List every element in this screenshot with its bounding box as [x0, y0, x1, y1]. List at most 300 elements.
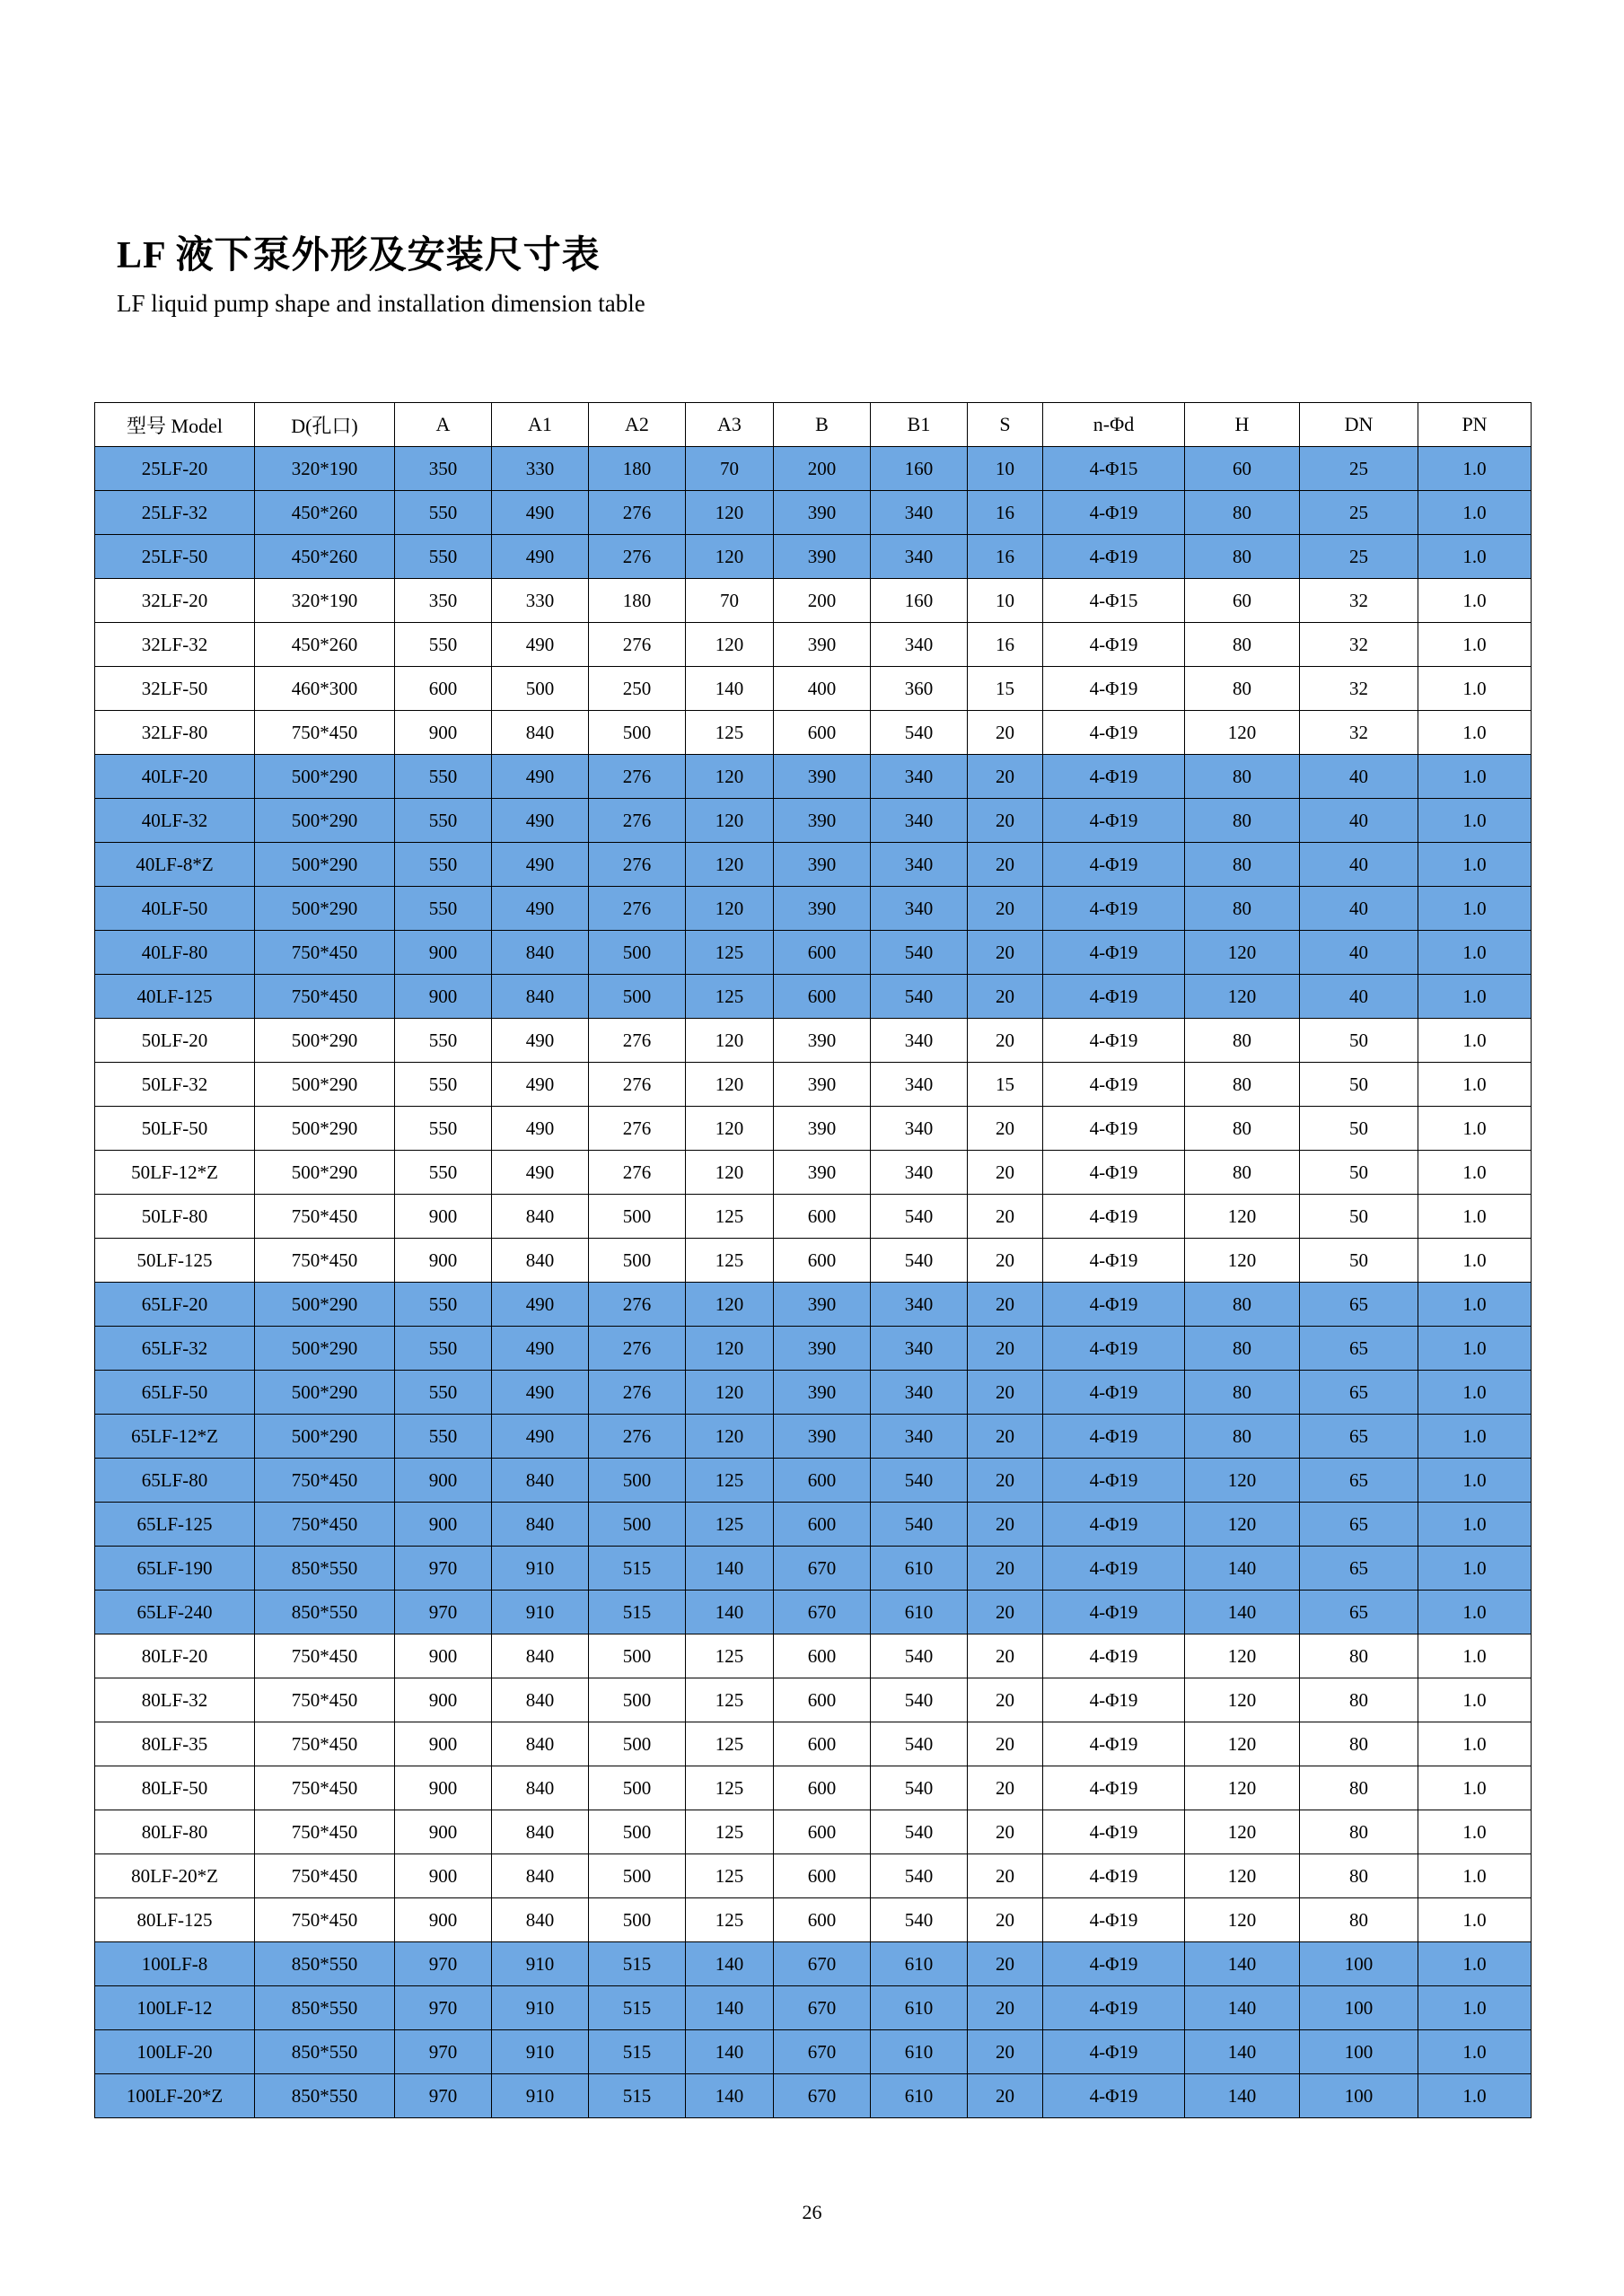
table-cell: 15 — [968, 1063, 1043, 1107]
table-cell: 276 — [589, 1151, 686, 1195]
table-cell: 80 — [1185, 1019, 1300, 1063]
table-cell: 490 — [492, 1415, 589, 1459]
table-cell: 25 — [1300, 447, 1418, 491]
table-cell: 80 — [1185, 1371, 1300, 1415]
table-cell: 100 — [1300, 2030, 1418, 2074]
table-cell: 600 — [774, 1239, 871, 1283]
table-cell: 840 — [492, 1634, 589, 1678]
table-cell: 540 — [871, 1678, 968, 1722]
table-row — [95, 1283, 1532, 1327]
table-cell: 490 — [492, 755, 589, 799]
table-row — [95, 975, 1532, 1019]
table-cell: 750*450 — [255, 1195, 395, 1239]
table-cell: 15 — [968, 667, 1043, 711]
column-header: PN — [1418, 403, 1532, 447]
table-cell: 490 — [492, 1151, 589, 1195]
table-cell: 500 — [589, 1634, 686, 1678]
table-cell: 276 — [589, 1019, 686, 1063]
table-cell: 400 — [774, 667, 871, 711]
table-cell: 840 — [492, 1503, 589, 1547]
table-cell: 1.0 — [1418, 579, 1532, 623]
table-cell: 490 — [492, 1107, 589, 1151]
table-cell: 550 — [395, 843, 492, 887]
table-cell: 120 — [686, 1063, 774, 1107]
dimension-table — [94, 402, 1532, 2118]
model-cell: 50LF-125 — [95, 1239, 255, 1283]
model-cell: 100LF-12 — [95, 1986, 255, 2030]
table-cell: 970 — [395, 1547, 492, 1591]
table-cell: 515 — [589, 2074, 686, 2118]
table-cell: 840 — [492, 1239, 589, 1283]
model-cell: 65LF-12*Z — [95, 1415, 255, 1459]
table-cell: 450*260 — [255, 491, 395, 535]
table-cell: 550 — [395, 1371, 492, 1415]
table-cell: 20 — [968, 2074, 1043, 2118]
table-row — [95, 535, 1532, 579]
table-cell: 540 — [871, 711, 968, 755]
table-cell: 20 — [968, 1854, 1043, 1898]
table-cell: 840 — [492, 1898, 589, 1942]
table-cell: 1.0 — [1418, 1063, 1532, 1107]
table-header-row — [95, 403, 1532, 447]
table-cell: 100 — [1300, 2074, 1418, 2118]
table-cell: 4-Φ19 — [1043, 1327, 1185, 1371]
table-row — [95, 1722, 1532, 1766]
table-cell: 120 — [1185, 1766, 1300, 1810]
table-cell: 910 — [492, 1591, 589, 1634]
table-cell: 4-Φ19 — [1043, 1898, 1185, 1942]
table-cell: 490 — [492, 1019, 589, 1063]
table-cell: 10 — [968, 447, 1043, 491]
table-cell: 4-Φ19 — [1043, 1459, 1185, 1503]
table-cell: 490 — [492, 799, 589, 843]
table-cell: 32 — [1300, 579, 1418, 623]
table-cell: 900 — [395, 1503, 492, 1547]
table-cell: 4-Φ19 — [1043, 887, 1185, 931]
table-cell: 80 — [1185, 843, 1300, 887]
table-cell: 10 — [968, 579, 1043, 623]
table-row — [95, 1942, 1532, 1986]
column-header: B — [774, 403, 871, 447]
table-cell: 4-Φ19 — [1043, 1019, 1185, 1063]
model-cell: 100LF-20 — [95, 2030, 255, 2074]
table-cell: 65 — [1300, 1503, 1418, 1547]
table-cell: 120 — [686, 491, 774, 535]
table-cell: 4-Φ19 — [1043, 931, 1185, 975]
table-cell: 840 — [492, 1195, 589, 1239]
table-cell: 140 — [686, 1986, 774, 2030]
table-cell: 500 — [589, 931, 686, 975]
table-cell: 900 — [395, 1898, 492, 1942]
column-header: S — [968, 403, 1043, 447]
table-cell: 540 — [871, 1239, 968, 1283]
table-cell: 500*290 — [255, 1327, 395, 1371]
table-cell: 500*290 — [255, 1151, 395, 1195]
table-cell: 125 — [686, 1678, 774, 1722]
table-cell: 276 — [589, 755, 686, 799]
table-cell: 20 — [968, 1415, 1043, 1459]
table-cell: 500 — [589, 1239, 686, 1283]
table-cell: 1.0 — [1418, 799, 1532, 843]
table-cell: 50 — [1300, 1019, 1418, 1063]
table-cell: 750*450 — [255, 1898, 395, 1942]
table-cell: 500*290 — [255, 1415, 395, 1459]
table-row — [95, 1678, 1532, 1722]
table-cell: 125 — [686, 1766, 774, 1810]
table-cell: 20 — [968, 755, 1043, 799]
table-row — [95, 887, 1532, 931]
table-cell: 670 — [774, 1986, 871, 2030]
table-cell: 600 — [774, 1634, 871, 1678]
table-cell: 750*450 — [255, 711, 395, 755]
table-cell: 20 — [968, 1371, 1043, 1415]
table-cell: 80 — [1185, 1327, 1300, 1371]
model-cell: 65LF-32 — [95, 1327, 255, 1371]
table-cell: 850*550 — [255, 1986, 395, 2030]
column-header: H — [1185, 403, 1300, 447]
table-cell: 4-Φ15 — [1043, 579, 1185, 623]
table-cell: 140 — [686, 1942, 774, 1986]
table-cell: 120 — [1185, 1898, 1300, 1942]
table-cell: 1.0 — [1418, 931, 1532, 975]
table-cell: 20 — [968, 887, 1043, 931]
table-cell: 1.0 — [1418, 1854, 1532, 1898]
table-cell: 840 — [492, 1722, 589, 1766]
table-cell: 750*450 — [255, 1634, 395, 1678]
table-cell: 50 — [1300, 1063, 1418, 1107]
table-cell: 120 — [686, 799, 774, 843]
table-cell: 16 — [968, 535, 1043, 579]
model-cell: 40LF-125 — [95, 975, 255, 1019]
column-header: A3 — [686, 403, 774, 447]
model-cell: 25LF-50 — [95, 535, 255, 579]
model-cell: 25LF-20 — [95, 447, 255, 491]
table-cell: 1.0 — [1418, 1678, 1532, 1722]
table-cell: 600 — [774, 975, 871, 1019]
table-cell: 910 — [492, 2074, 589, 2118]
table-row — [95, 1239, 1532, 1283]
table-cell: 500 — [589, 1503, 686, 1547]
table-cell: 50 — [1300, 1195, 1418, 1239]
model-cell: 50LF-32 — [95, 1063, 255, 1107]
model-cell: 80LF-50 — [95, 1766, 255, 1810]
table-cell: 20 — [968, 1722, 1043, 1766]
table-cell: 120 — [686, 1019, 774, 1063]
table-cell: 20 — [968, 1195, 1043, 1239]
table-cell: 80 — [1185, 799, 1300, 843]
table-cell: 750*450 — [255, 1722, 395, 1766]
table-cell: 500*290 — [255, 755, 395, 799]
table-row — [95, 1986, 1532, 2030]
table-cell: 20 — [968, 1151, 1043, 1195]
table-cell: 80 — [1300, 1766, 1418, 1810]
table-cell: 20 — [968, 1898, 1043, 1942]
table-cell: 340 — [871, 1063, 968, 1107]
table-row — [95, 755, 1532, 799]
model-cell: 32LF-50 — [95, 667, 255, 711]
table-cell: 1.0 — [1418, 623, 1532, 667]
table-row — [95, 1547, 1532, 1591]
table-cell: 20 — [968, 975, 1043, 1019]
table-cell: 65 — [1300, 1371, 1418, 1415]
table-cell: 125 — [686, 1898, 774, 1942]
table-cell: 20 — [968, 1986, 1043, 2030]
table-cell: 120 — [686, 1371, 774, 1415]
table-cell: 4-Φ19 — [1043, 1063, 1185, 1107]
table-cell: 125 — [686, 1503, 774, 1547]
column-header: DN — [1300, 403, 1418, 447]
table-row — [95, 447, 1532, 491]
table-cell: 60 — [1185, 447, 1300, 491]
table-cell: 4-Φ19 — [1043, 1239, 1185, 1283]
table-cell: 16 — [968, 491, 1043, 535]
table-cell: 120 — [686, 1151, 774, 1195]
table-cell: 850*550 — [255, 1547, 395, 1591]
table-cell: 350 — [395, 447, 492, 491]
table-cell: 340 — [871, 491, 968, 535]
table-cell: 390 — [774, 843, 871, 887]
table-cell: 140 — [1185, 1591, 1300, 1634]
model-cell: 65LF-20 — [95, 1283, 255, 1327]
table-cell: 120 — [1185, 1239, 1300, 1283]
table-cell: 390 — [774, 1019, 871, 1063]
table-cell: 1.0 — [1418, 1634, 1532, 1678]
page-number: 26 — [802, 2201, 822, 2223]
table-cell: 140 — [1185, 2074, 1300, 2118]
table-cell: 750*450 — [255, 931, 395, 975]
table-cell: 850*550 — [255, 1942, 395, 1986]
model-cell: 50LF-12*Z — [95, 1151, 255, 1195]
table-row — [95, 799, 1532, 843]
table-cell: 20 — [968, 711, 1043, 755]
table-cell: 840 — [492, 1459, 589, 1503]
table-cell: 540 — [871, 931, 968, 975]
table-cell: 550 — [395, 1019, 492, 1063]
table-cell: 20 — [968, 1107, 1043, 1151]
table-cell: 276 — [589, 799, 686, 843]
model-cell: 50LF-50 — [95, 1107, 255, 1151]
table-row — [95, 1371, 1532, 1415]
table-cell: 670 — [774, 1591, 871, 1634]
table-row — [95, 1634, 1532, 1678]
table-row — [95, 491, 1532, 535]
table-cell: 4-Φ19 — [1043, 1415, 1185, 1459]
table-cell: 500*290 — [255, 843, 395, 887]
table-cell: 840 — [492, 1810, 589, 1854]
table-cell: 550 — [395, 491, 492, 535]
table-cell: 20 — [968, 843, 1043, 887]
table-cell: 500 — [589, 1459, 686, 1503]
table-cell: 20 — [968, 1459, 1043, 1503]
table-cell: 550 — [395, 623, 492, 667]
table-cell: 40 — [1300, 931, 1418, 975]
table-cell: 390 — [774, 799, 871, 843]
model-cell: 80LF-35 — [95, 1722, 255, 1766]
table-cell: 1.0 — [1418, 1898, 1532, 1942]
table-cell: 1.0 — [1418, 667, 1532, 711]
table-row — [95, 843, 1532, 887]
table-cell: 340 — [871, 799, 968, 843]
table-cell: 125 — [686, 1634, 774, 1678]
table-cell: 4-Φ15 — [1043, 447, 1185, 491]
table-cell: 490 — [492, 1371, 589, 1415]
table-cell: 970 — [395, 2030, 492, 2074]
table-cell: 550 — [395, 1327, 492, 1371]
page-header — [117, 235, 1517, 319]
table-cell: 600 — [774, 1810, 871, 1854]
table-cell: 900 — [395, 1195, 492, 1239]
table-cell: 600 — [395, 667, 492, 711]
table-cell: 125 — [686, 1239, 774, 1283]
table-cell: 20 — [968, 1942, 1043, 1986]
model-cell: 25LF-32 — [95, 491, 255, 535]
table-cell: 80 — [1300, 1634, 1418, 1678]
table-cell: 1.0 — [1418, 1151, 1532, 1195]
table-cell: 610 — [871, 1591, 968, 1634]
table-cell: 40 — [1300, 887, 1418, 931]
table-cell: 1.0 — [1418, 1810, 1532, 1854]
table-cell: 340 — [871, 887, 968, 931]
table-cell: 276 — [589, 887, 686, 931]
table-cell: 390 — [774, 1371, 871, 1415]
model-cell: 50LF-80 — [95, 1195, 255, 1239]
table-row — [95, 1019, 1532, 1063]
model-cell: 50LF-20 — [95, 1019, 255, 1063]
table-cell: 500 — [589, 711, 686, 755]
table-row — [95, 1591, 1532, 1634]
table-cell: 600 — [774, 931, 871, 975]
table-cell: 1.0 — [1418, 1371, 1532, 1415]
table-cell: 120 — [686, 887, 774, 931]
column-header: B1 — [871, 403, 968, 447]
table-cell: 80 — [1300, 1854, 1418, 1898]
table-cell: 340 — [871, 623, 968, 667]
table-cell: 1.0 — [1418, 711, 1532, 755]
table-cell: 1.0 — [1418, 843, 1532, 887]
table-cell: 4-Φ19 — [1043, 1151, 1185, 1195]
table-cell: 490 — [492, 1327, 589, 1371]
table-cell: 850*550 — [255, 2074, 395, 2118]
table-cell: 900 — [395, 1634, 492, 1678]
table-cell: 540 — [871, 1195, 968, 1239]
table-cell: 900 — [395, 1459, 492, 1503]
table-cell: 65 — [1300, 1591, 1418, 1634]
table-cell: 515 — [589, 1591, 686, 1634]
table-cell: 600 — [774, 1854, 871, 1898]
table-cell: 125 — [686, 1722, 774, 1766]
table-cell: 16 — [968, 623, 1043, 667]
table-cell: 540 — [871, 1722, 968, 1766]
table-cell: 900 — [395, 711, 492, 755]
table-cell: 390 — [774, 535, 871, 579]
table-cell: 80 — [1300, 1678, 1418, 1722]
table-cell: 460*300 — [255, 667, 395, 711]
table-cell: 80 — [1185, 1415, 1300, 1459]
table-cell: 340 — [871, 1371, 968, 1415]
table-cell: 4-Φ19 — [1043, 1634, 1185, 1678]
table-cell: 600 — [774, 1766, 871, 1810]
table-cell: 120 — [686, 1283, 774, 1327]
table-cell: 40 — [1300, 975, 1418, 1019]
table-cell: 40 — [1300, 843, 1418, 887]
table-cell: 540 — [871, 1898, 968, 1942]
table-cell: 515 — [589, 1942, 686, 1986]
table-cell: 80 — [1185, 1151, 1300, 1195]
table-cell: 4-Φ19 — [1043, 799, 1185, 843]
table-cell: 500 — [589, 1195, 686, 1239]
table-cell: 600 — [774, 1722, 871, 1766]
table-cell: 1.0 — [1418, 1327, 1532, 1371]
table-cell: 490 — [492, 1283, 589, 1327]
table-cell: 600 — [774, 711, 871, 755]
table-cell: 1.0 — [1418, 1107, 1532, 1151]
table-row — [95, 1327, 1532, 1371]
table-cell: 900 — [395, 1239, 492, 1283]
table-cell: 1.0 — [1418, 1283, 1532, 1327]
table-cell: 65 — [1300, 1547, 1418, 1591]
table-cell: 4-Φ19 — [1043, 2030, 1185, 2074]
table-cell: 25 — [1300, 491, 1418, 535]
table-cell: 750*450 — [255, 1503, 395, 1547]
table-cell: 4-Φ19 — [1043, 1986, 1185, 2030]
table-cell: 20 — [968, 1239, 1043, 1283]
table-cell: 80 — [1185, 535, 1300, 579]
table-row — [95, 2074, 1532, 2118]
table-cell: 390 — [774, 1283, 871, 1327]
table-cell: 70 — [686, 579, 774, 623]
model-cell: 100LF-8 — [95, 1942, 255, 1986]
table-cell: 390 — [774, 1415, 871, 1459]
table-cell: 340 — [871, 1151, 968, 1195]
table-cell: 120 — [1185, 931, 1300, 975]
table-cell: 4-Φ19 — [1043, 1371, 1185, 1415]
table-cell: 4-Φ19 — [1043, 1195, 1185, 1239]
table-cell: 4-Φ19 — [1043, 1547, 1185, 1591]
table-cell: 900 — [395, 975, 492, 1019]
table-cell: 1.0 — [1418, 1503, 1532, 1547]
table-cell: 610 — [871, 1942, 968, 1986]
table-cell: 670 — [774, 1942, 871, 1986]
table-cell: 340 — [871, 1019, 968, 1063]
table-cell: 4-Φ19 — [1043, 1854, 1185, 1898]
table-cell: 450*260 — [255, 623, 395, 667]
column-header: A2 — [589, 403, 686, 447]
table-cell: 850*550 — [255, 1591, 395, 1634]
table-header — [95, 403, 1532, 447]
table-cell: 1.0 — [1418, 755, 1532, 799]
table-cell: 1.0 — [1418, 1459, 1532, 1503]
table-cell: 900 — [395, 1766, 492, 1810]
model-cell: 65LF-50 — [95, 1371, 255, 1415]
table-cell: 140 — [686, 2030, 774, 2074]
table-row — [95, 623, 1532, 667]
model-cell: 32LF-20 — [95, 579, 255, 623]
table-cell: 60 — [1185, 579, 1300, 623]
table-cell: 910 — [492, 1942, 589, 1986]
table-cell: 120 — [1185, 1810, 1300, 1854]
table-cell: 120 — [1185, 1722, 1300, 1766]
table-cell: 65 — [1300, 1415, 1418, 1459]
table-cell: 276 — [589, 1327, 686, 1371]
model-cell: 80LF-32 — [95, 1678, 255, 1722]
table-cell: 610 — [871, 2030, 968, 2074]
table-cell: 1.0 — [1418, 1722, 1532, 1766]
table-cell: 276 — [589, 1283, 686, 1327]
table-row — [95, 931, 1532, 975]
table-cell: 4-Φ19 — [1043, 2074, 1185, 2118]
table-cell: 65 — [1300, 1459, 1418, 1503]
table-cell: 910 — [492, 1986, 589, 2030]
